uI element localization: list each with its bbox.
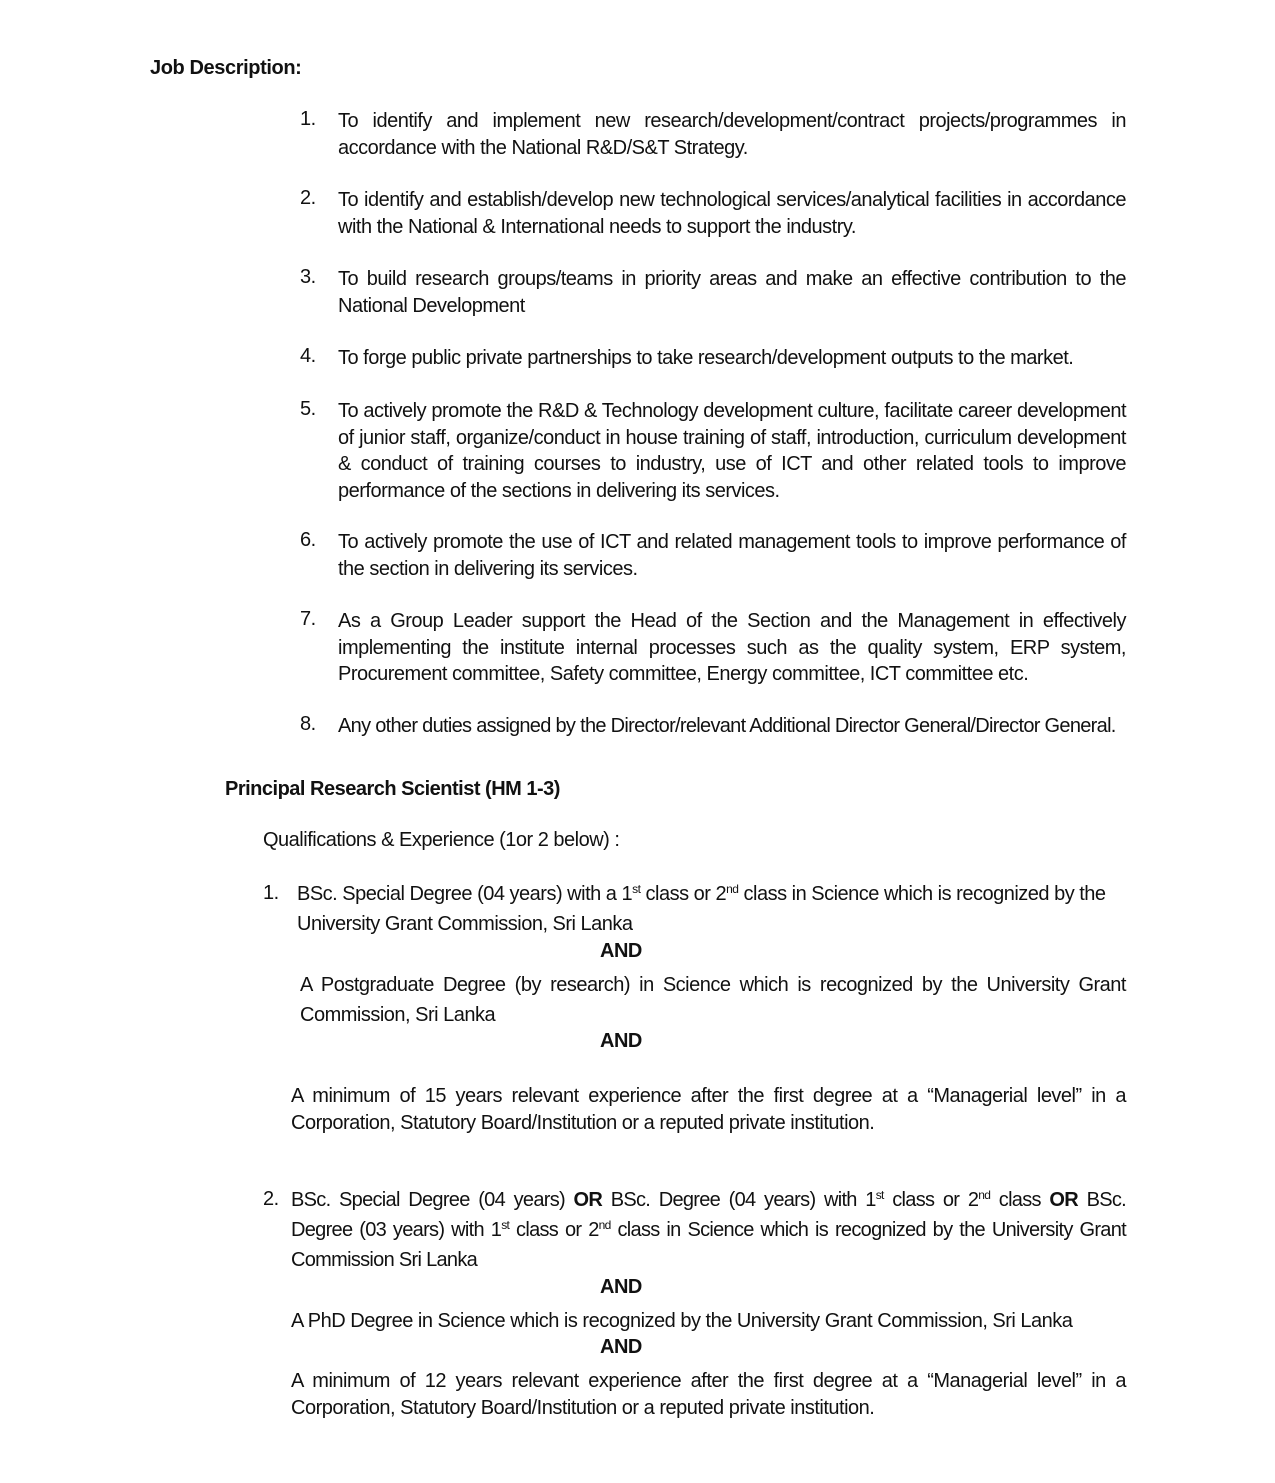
option-2-degree: BSc. Special Degree (04 years) OR BSc. Degree (04 years) with 1st class or 2nd class OR BSc. Degree (03 years) with 1st class or 2nd class in Science which is recognized by the University Grant Commission Sri Lanka: [291, 1188, 1127, 1271]
list-item-text: To actively promote the use of ICT and related management tools to improve performance of the section in delivering its services.: [338, 531, 1126, 580]
list-item-text: To build research groups/teams in priority areas and make an effective contribution to the National Development: [338, 268, 1126, 317]
list-item-number: 2.: [300, 187, 316, 209]
list-item: [300, 398, 1126, 504]
list-item: [300, 108, 1126, 161]
list-item-number: 6.: [300, 529, 316, 551]
list-item-number: 8.: [300, 713, 316, 735]
list-item-number: 5.: [300, 398, 316, 420]
option-1-postgrad: A Postgraduate Degree (by research) in Science which is recognized by the University Grant Commission, Sri Lanka: [300, 974, 1126, 1026]
option-2-experience: A minimum of 12 years relevant experience after the first degree at a “Managerial level” in a Corporation, Statutory Board/Institution or a reputed private institution.: [291, 1370, 1126, 1419]
list-item-number: 1.: [300, 108, 316, 130]
list-item: [300, 266, 1126, 319]
list-item-text: To actively promote the R&D & Technology development culture, facilitate career development of junior staff, organize/conduct in house training of staff, introduction, curriculum development & conduct of training courses to industry, use of ICT and other related tools to improve performance of the sections in delivering its services.: [338, 400, 1126, 502]
option-2-phd: A PhD Degree in Science which is recognized by the University Grant Commission, Sri Lanka: [291, 1310, 1073, 1332]
job-description-heading: Job Description:: [150, 57, 302, 79]
option-1-experience: A minimum of 15 years relevant experience after the first degree at a “Managerial level” in a Corporation, Statutory Board/Institution or a reputed private institution.: [291, 1085, 1126, 1134]
list-item: [300, 713, 1126, 740]
list-item: [300, 529, 1126, 582]
list-item-text: As a Group Leader support the Head of the Section and the Management in effectively implementing the institute internal processes such as the quality system, ERP system, Procurement committee, Safety committee, Energy committee, ICT committee etc.: [338, 610, 1126, 685]
option-2-number: 2.: [263, 1188, 279, 1210]
and-label: AND: [600, 1030, 642, 1052]
and-label: AND: [600, 1336, 642, 1358]
list-item-number: 3.: [300, 266, 316, 288]
option-1-degree: BSc. Special Degree (04 years) with a 1st class or 2nd class in Science which is recognized by the University Grant Commission, Sri Lanka: [297, 882, 1106, 935]
qualifications-intro: Qualifications & Experience (1or 2 below) :: [263, 829, 620, 851]
list-item-text: To forge public private partnerships to take research/development outputs to the market.: [338, 347, 1074, 369]
list-item-number: 4.: [300, 345, 316, 367]
option-1-number: 1.: [263, 882, 279, 904]
list-item: [300, 345, 1126, 372]
list-item-text: To identify and implement new research/development/contract projects/programmes in accordance with the National R&D/S&T Strategy.: [338, 110, 1126, 159]
list-item-text: To identify and establish/develop new technological services/analytical facilities in accordance with the National & International needs to support the industry.: [338, 189, 1126, 238]
list-item-number: 7.: [300, 608, 316, 630]
position-title: Principal Research Scientist (HM 1-3): [225, 778, 560, 800]
and-label: AND: [600, 1276, 642, 1298]
list-item: [300, 608, 1126, 688]
and-label: AND: [600, 940, 642, 962]
list-item-text: Any other duties assigned by the Director/relevant Additional Director General/Director General.: [338, 715, 1116, 737]
list-item: [300, 187, 1126, 240]
